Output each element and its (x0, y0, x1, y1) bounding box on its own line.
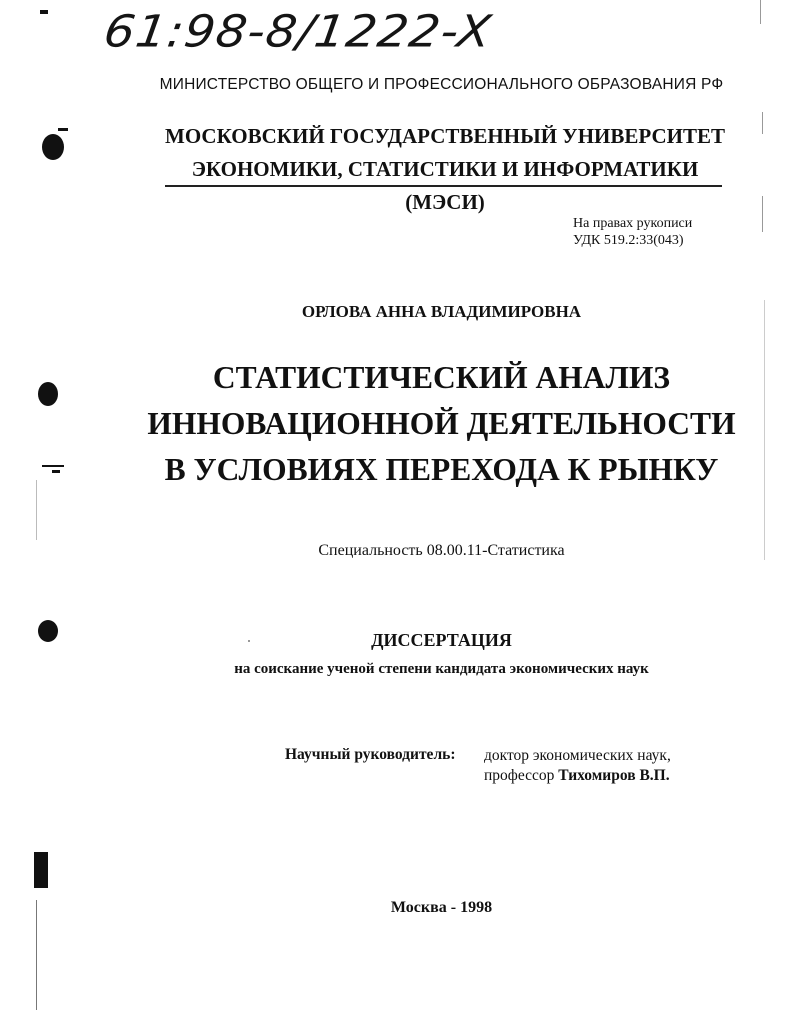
handwritten-archive-number: 61:98-8/1222-X (100, 6, 496, 58)
binding-hole-mark (42, 134, 64, 160)
scan-edge-line (762, 196, 763, 232)
dissertation-subtitle: на соискание ученой степени кандидата экономических наук (234, 661, 649, 677)
city-year: Москва - 1998 (390, 899, 493, 916)
dissertation-heading: ДИССЕРТАЦИЯ (371, 630, 512, 650)
supervisor-name: Тихомиров В.П. (558, 767, 670, 784)
manuscript-rights-block (573, 215, 692, 249)
specialty-line: Специальность 08.00.11-Статистика (318, 542, 565, 559)
scan-speck (52, 470, 60, 473)
scan-speck (40, 10, 48, 14)
university-name-line2: ЭКОНОМИКИ, СТАТИСТИКИ И ИНФОРМАТИКИ (МЭСИ) (191, 157, 699, 214)
university-name-line1: МОСКОВСКИЙ ГОСУДАРСТВЕННЫЙ УНИВЕРСИТЕТ (165, 124, 725, 148)
scan-speck (58, 128, 68, 131)
title-line3: В УСЛОВИЯХ ПЕРЕХОДА К РЫНКУ (164, 452, 719, 487)
supervisor-position: профессор (484, 767, 555, 784)
binding-hole-mark (38, 382, 58, 406)
header-divider (165, 185, 722, 187)
supervisor-label: Научный руководитель: (285, 746, 456, 763)
title-line1: СТАТИСТИЧЕСКИЙ АНАЛИЗ (212, 360, 671, 395)
manuscript-rights-label: На правах рукописи (573, 216, 693, 231)
scan-edge-line (762, 112, 763, 134)
scan-speck (248, 640, 250, 642)
scan-edge-line (36, 480, 37, 540)
scan-speck (42, 465, 64, 467)
supervisor-degree: доктор экономических наук, (484, 747, 671, 764)
binding-hole-mark (38, 620, 58, 642)
author-name: ОРЛОВА АННА ВЛАДИМИРОВНА (301, 302, 582, 321)
scan-edge-line (36, 900, 37, 1010)
title-line2: ИННОВАЦИОННОЙ ДЕЯТЕЛЬНОСТИ (147, 406, 736, 441)
scan-edge-line (764, 300, 765, 560)
dissertation-title (0, 355, 793, 493)
ministry-heading: МИНИСТЕРСТВО ОБЩЕГО И ПРОФЕССИОНАЛЬНОГО ОБРАЗОВАНИЯ РФ (159, 76, 724, 93)
university-name (165, 120, 725, 219)
supervisor-details (484, 746, 671, 786)
scan-edge-shadow (34, 852, 48, 888)
scan-edge-line (760, 0, 761, 24)
supervisor-position-line (484, 766, 671, 786)
udk-code: УДК 519.2:33(043) (573, 233, 684, 248)
